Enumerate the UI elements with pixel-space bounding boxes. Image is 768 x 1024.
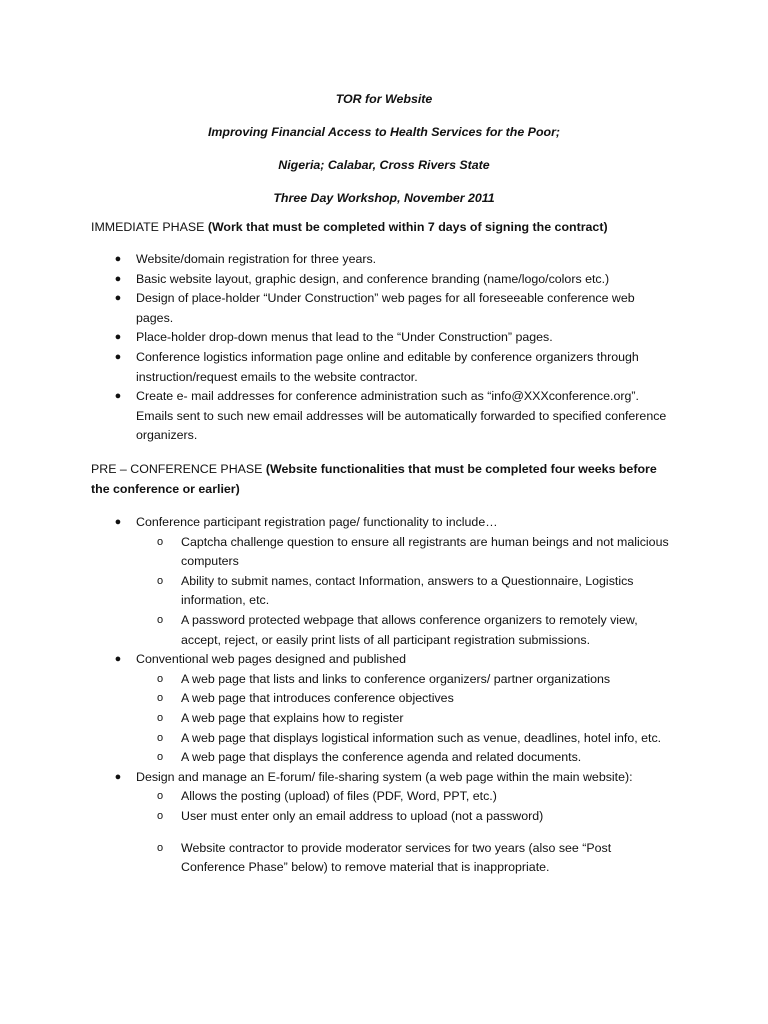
immediate-phase-list xyxy=(91,250,671,446)
pre-conference-phase-heading xyxy=(91,460,671,499)
circle-bullet-icon: o xyxy=(157,731,164,744)
bullet-icon: ● xyxy=(114,272,122,285)
bullet-icon: ● xyxy=(114,390,122,403)
sub-list-item xyxy=(136,787,671,807)
circle-bullet-icon: o xyxy=(157,790,164,803)
bullet-icon: ● xyxy=(114,331,122,344)
sub-list-item-text: A web page that explains how to register xyxy=(181,710,404,725)
circle-bullet-icon: o xyxy=(157,692,164,705)
sub-list-item-text: A web page that introduces conference objectives xyxy=(181,691,454,706)
pre-conference-phase-label: PRE – CONFERENCE PHASE xyxy=(91,462,263,476)
list-item-text: Conventional web pages designed and published xyxy=(136,652,407,667)
sub-list-item xyxy=(136,572,671,611)
bullet-icon: ● xyxy=(114,292,122,305)
sub-list-item-text: Website contractor to provide moderator services for two years (also see “Post Conference Phase” below) to remove material that is inappropriate. xyxy=(181,840,612,875)
bullet-icon: ● xyxy=(114,516,122,528)
list-item-text: Basic website layout, graphic design, and conference branding (name/logo/colors etc.) xyxy=(136,271,610,286)
list-item-text: Website/domain registration for three years. xyxy=(136,252,377,266)
sub-list-item xyxy=(136,689,671,709)
list-item xyxy=(91,270,671,290)
list-item-text: Create e- mail addresses for conference administration such as “info@XXXconference.org”. Emails sent to such new email addresses will be automatically forwarded to specified conference organizers. xyxy=(136,389,667,443)
list-item xyxy=(91,328,671,348)
doc-title: TOR for Website xyxy=(335,92,433,106)
sub-list-item xyxy=(136,729,671,749)
doc-subtitle-location: Nigeria; Calabar, Cross Rivers State xyxy=(278,158,490,173)
sub-list-item-text: Allows the posting (upload) of files (PDF, Word, PPT, etc.) xyxy=(181,789,497,804)
circle-bullet-icon: o xyxy=(157,613,164,626)
title-block xyxy=(0,90,768,222)
sub-list xyxy=(136,670,671,768)
sub-list-item-text: Ability to submit names, contact Information, answers to a Questionnaire, Logistics information, etc. xyxy=(181,573,634,608)
immediate-phase-label: IMMEDIATE PHASE xyxy=(91,220,205,234)
circle-bullet-icon: o xyxy=(157,535,164,548)
sub-list-item-text: A web page that displays logistical information such as venue, deadlines, hotel info, etc. xyxy=(181,730,662,745)
list-item xyxy=(91,650,671,768)
list-item xyxy=(91,513,671,650)
list-item xyxy=(91,768,671,878)
immediate-phase-heading xyxy=(91,218,671,238)
sub-list-item xyxy=(136,533,671,572)
list-item-text: Place-holder drop-down menus that lead to the “Under Construction” pages. xyxy=(136,330,553,345)
list-item-text: Design of place-holder “Under Construction” web pages for all foreseeable conference web pages. xyxy=(136,291,635,325)
doc-subtitle-project: Improving Financial Access to Health Services for the Poor; xyxy=(207,125,561,140)
list-item-text: Conference logistics information page online and editable by conference organizers through instruction/request emails to the website contractor. xyxy=(136,349,639,384)
list-item xyxy=(91,250,671,270)
circle-bullet-icon: o xyxy=(157,751,164,764)
sub-list-item-text: A web page that lists and links to conference organizers/ partner organizations xyxy=(181,671,611,686)
immediate-phase-note: (Work that must be completed within 7 days of signing the contract) xyxy=(204,220,608,234)
circle-bullet-icon: o xyxy=(157,841,164,854)
bullet-icon: ● xyxy=(114,770,122,783)
bullet-icon: ● xyxy=(114,253,122,265)
sub-list-item xyxy=(136,807,671,827)
sub-list-item xyxy=(136,839,671,878)
list-item xyxy=(91,387,671,446)
pre-conference-phase-list xyxy=(91,513,671,878)
sub-list-item-text: Captcha challenge question to ensure all registrants are human beings and not malicious computers xyxy=(181,534,669,569)
sub-list xyxy=(136,787,671,877)
circle-bullet-icon: o xyxy=(157,711,164,724)
sub-list-item xyxy=(136,709,671,729)
sub-list xyxy=(136,533,671,651)
sub-list-item xyxy=(136,611,671,650)
sub-list-item xyxy=(136,670,671,690)
list-item xyxy=(91,348,671,387)
list-item-text: Conference participant registration page/ functionality to include… xyxy=(136,515,498,529)
list-item-text: Design and manage an E-forum/ file-sharing system (a web page within the main website): xyxy=(136,769,633,784)
sub-list-item-text: A web page that displays the conference agenda and related documents. xyxy=(181,750,582,765)
sub-list-item-text: User must enter only an email address to upload (not a password) xyxy=(181,808,544,823)
sub-list-item-text: A password protected webpage that allows conference organizers to remotely view, accept, reject, or easily print lists of all participant registration submissions. xyxy=(181,612,638,647)
bullet-icon: ● xyxy=(114,653,122,666)
pre-conference-phase-note: (Website functionalities that must be completed four weeks before the conference or earlier) xyxy=(91,462,657,496)
circle-bullet-icon: o xyxy=(157,574,164,587)
sub-list-item xyxy=(136,748,671,768)
bullet-icon: ● xyxy=(114,350,122,363)
list-item xyxy=(91,289,671,328)
doc-subtitle-event: Three Day Workshop, November 2011 xyxy=(273,191,495,206)
circle-bullet-icon: o xyxy=(157,672,164,685)
circle-bullet-icon: o xyxy=(157,809,164,822)
